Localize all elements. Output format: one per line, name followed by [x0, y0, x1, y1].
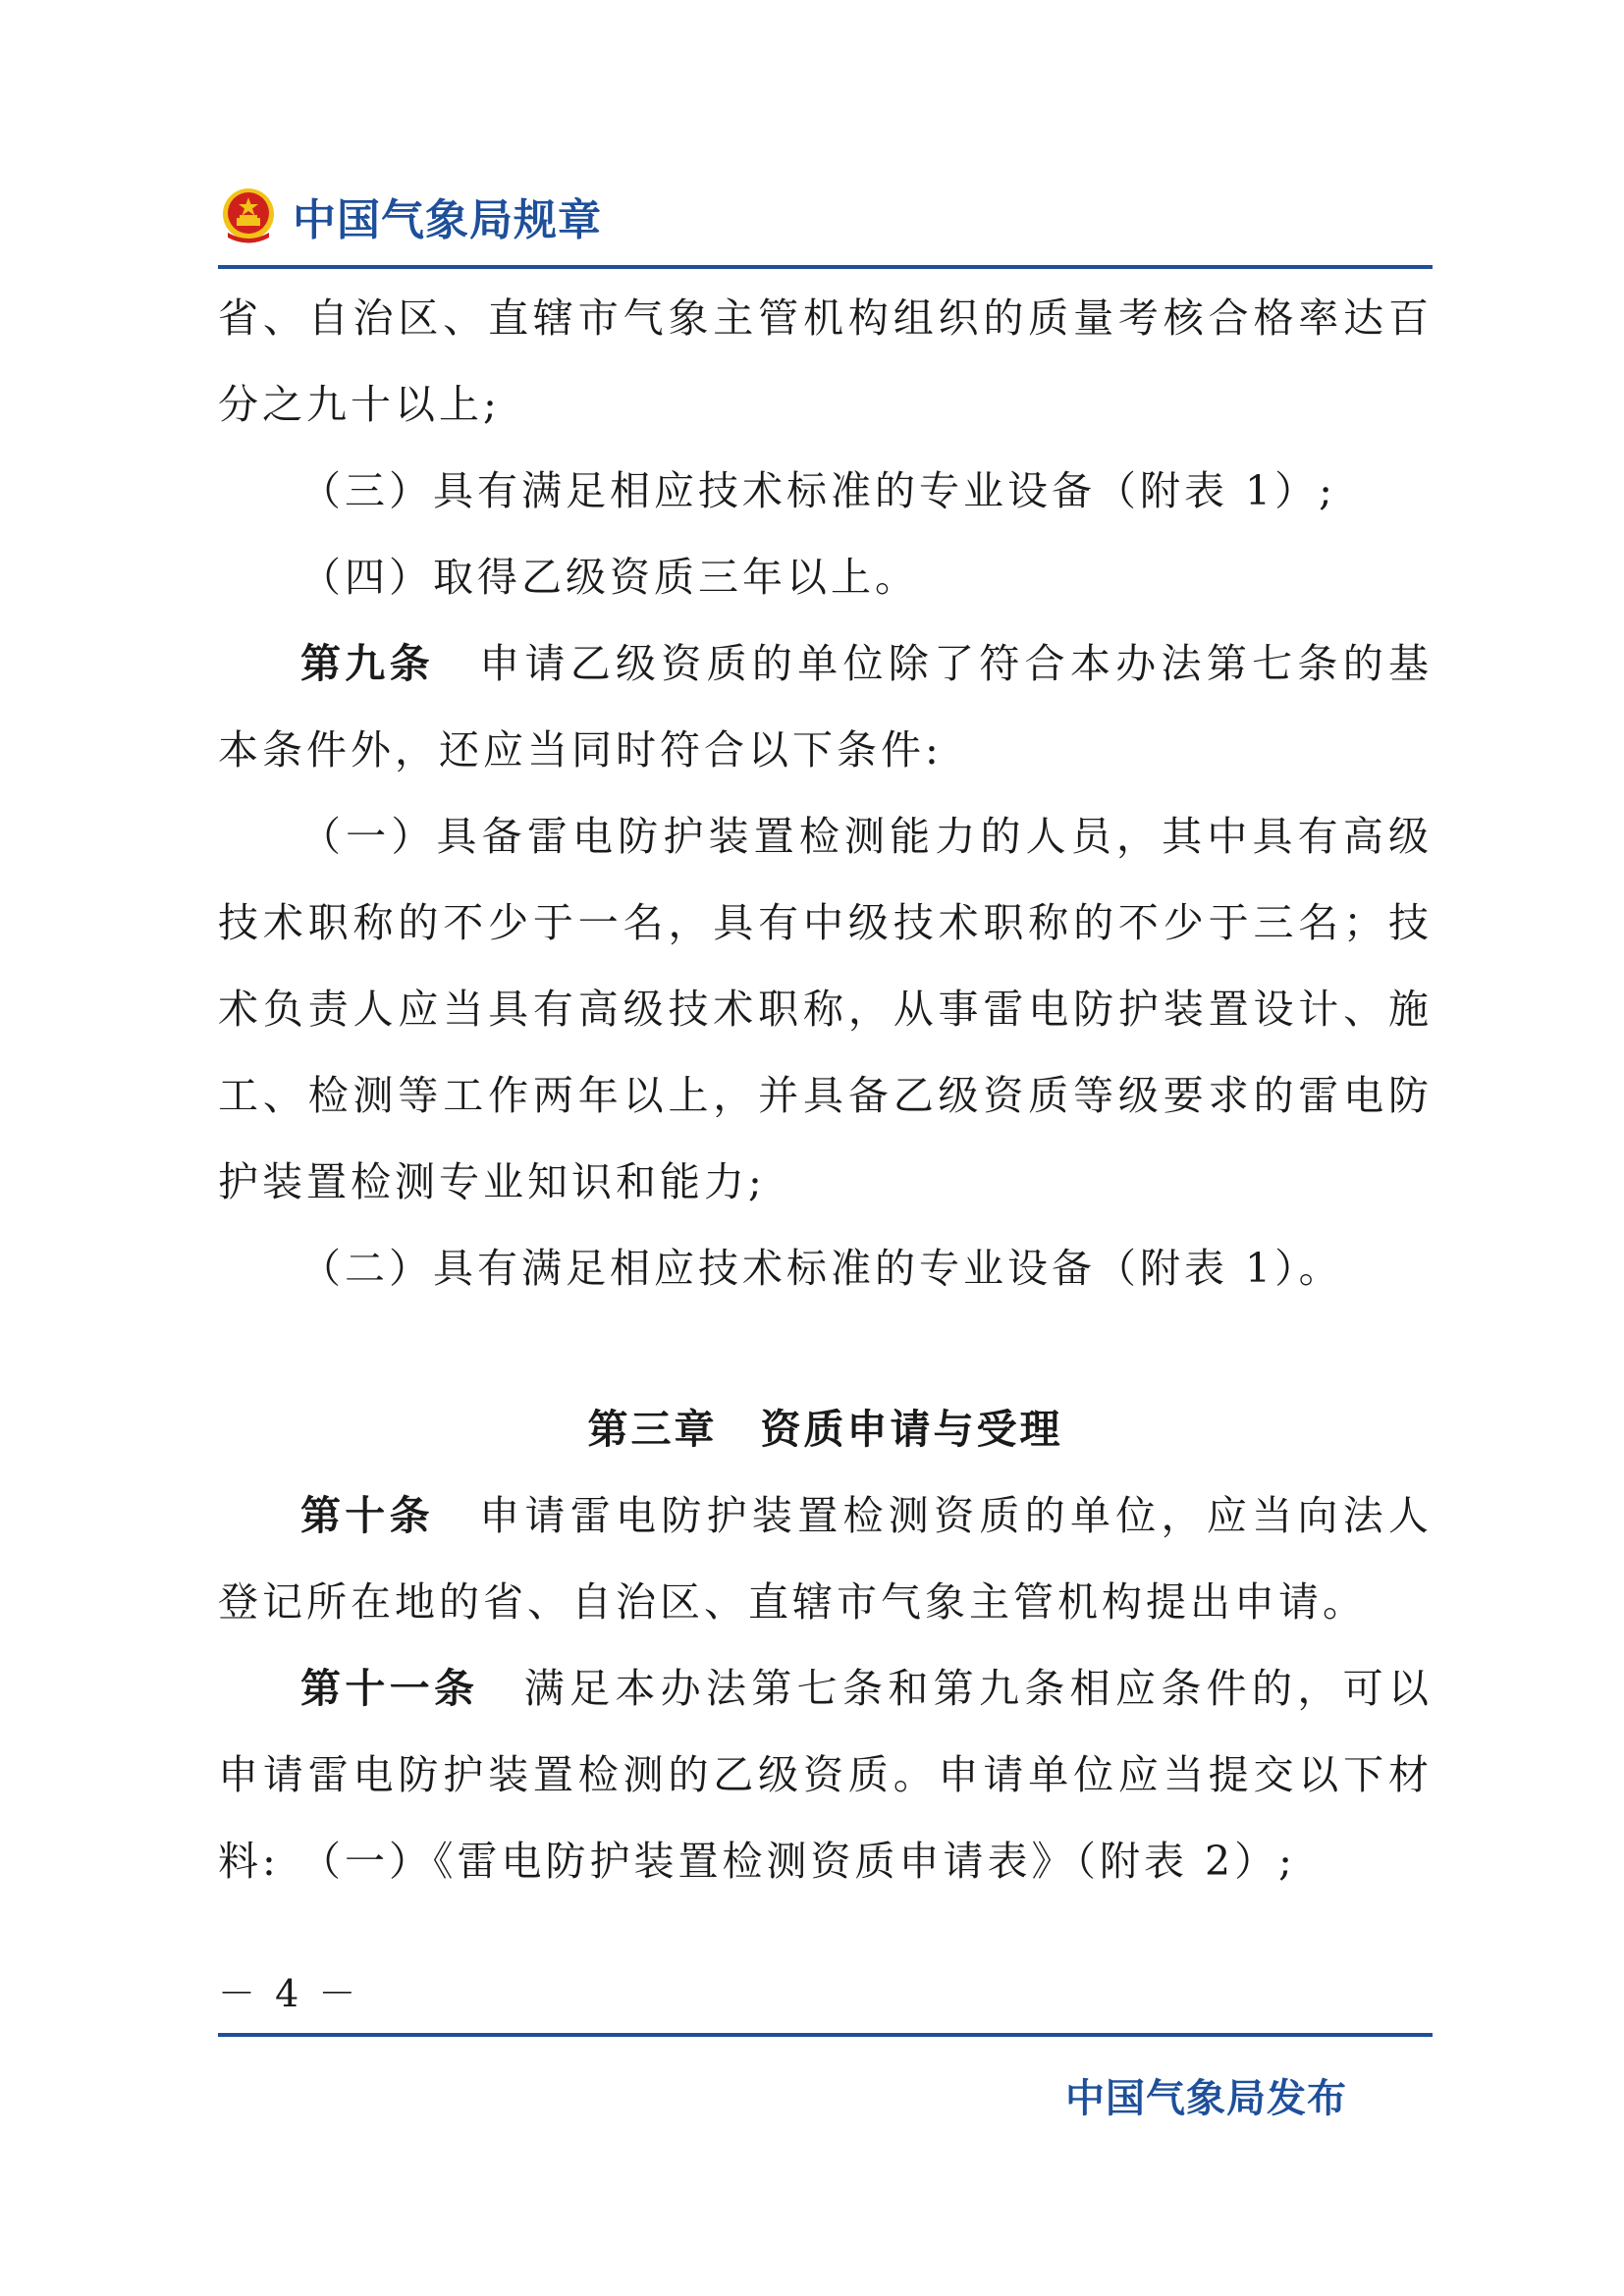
- clause-4: （四）取得乙级资质三年以上。: [300, 554, 919, 601]
- article-11-text: 满足本办法第七条和第九条相应条件的，可以申请雷电防护装置检测的乙级资质。申请单位应当提交以下材料:: [218, 1665, 1434, 1885]
- article-9-clause-1: （一）具备雷电防护装置检测能力的人员，其中具有高级技术职称的不少于一名，具有中级技术职称的不少于三名；技术负责人应当具有高级技术职称，从事雷电防护装置设计、施工、检测等工作两年以上，并具备乙级资质等级要求的雷电防护装置检测专业知识和能力;: [218, 813, 1433, 1205]
- paragraph-continuation: 省、自治区、直辖市气象主管机构组织的质量考核合格率达百分之九十以上;: [218, 294, 1433, 428]
- chapter-heading: 第三章 资质申请与受理: [587, 1406, 1063, 1453]
- header-rule: [218, 265, 1433, 269]
- national-emblem-icon: [218, 186, 279, 246]
- article-9-clause-2: （二）具有满足相应技术标准的专业设备（附表 1）。: [300, 1245, 1343, 1292]
- clause-3: （三）具有满足相应技术标准的专业设备（附表 1）;: [300, 467, 1336, 514]
- article-10-text: 申请雷电防护装置检测资质的单位，应当向法人登记所在地的省、自治区、直辖市气象主管机构提出申请。: [218, 1492, 1434, 1626]
- article-10-label: 第十条: [300, 1492, 434, 1539]
- article-9-label: 第九条: [300, 640, 434, 687]
- page-number: － 4 －: [218, 1972, 360, 2015]
- article-11-clause-1: （一）《雷电防护装置检测资质申请表》（附表 2）;: [300, 1838, 1296, 1885]
- publisher-label: 中国气象局发布: [1065, 2076, 1347, 2121]
- document-header: [218, 177, 602, 255]
- article-11-label: 第十一条: [300, 1665, 479, 1712]
- article-10: [218, 1472, 1433, 1645]
- footer-rule: [218, 2033, 1433, 2037]
- header-title: 中国气象局规章: [293, 195, 602, 245]
- article-9: [218, 620, 1433, 793]
- article-9-text: 申请乙级资质的单位除了符合本办法第七条的基本条件外，还应当同时符合以下条件:: [218, 640, 1434, 774]
